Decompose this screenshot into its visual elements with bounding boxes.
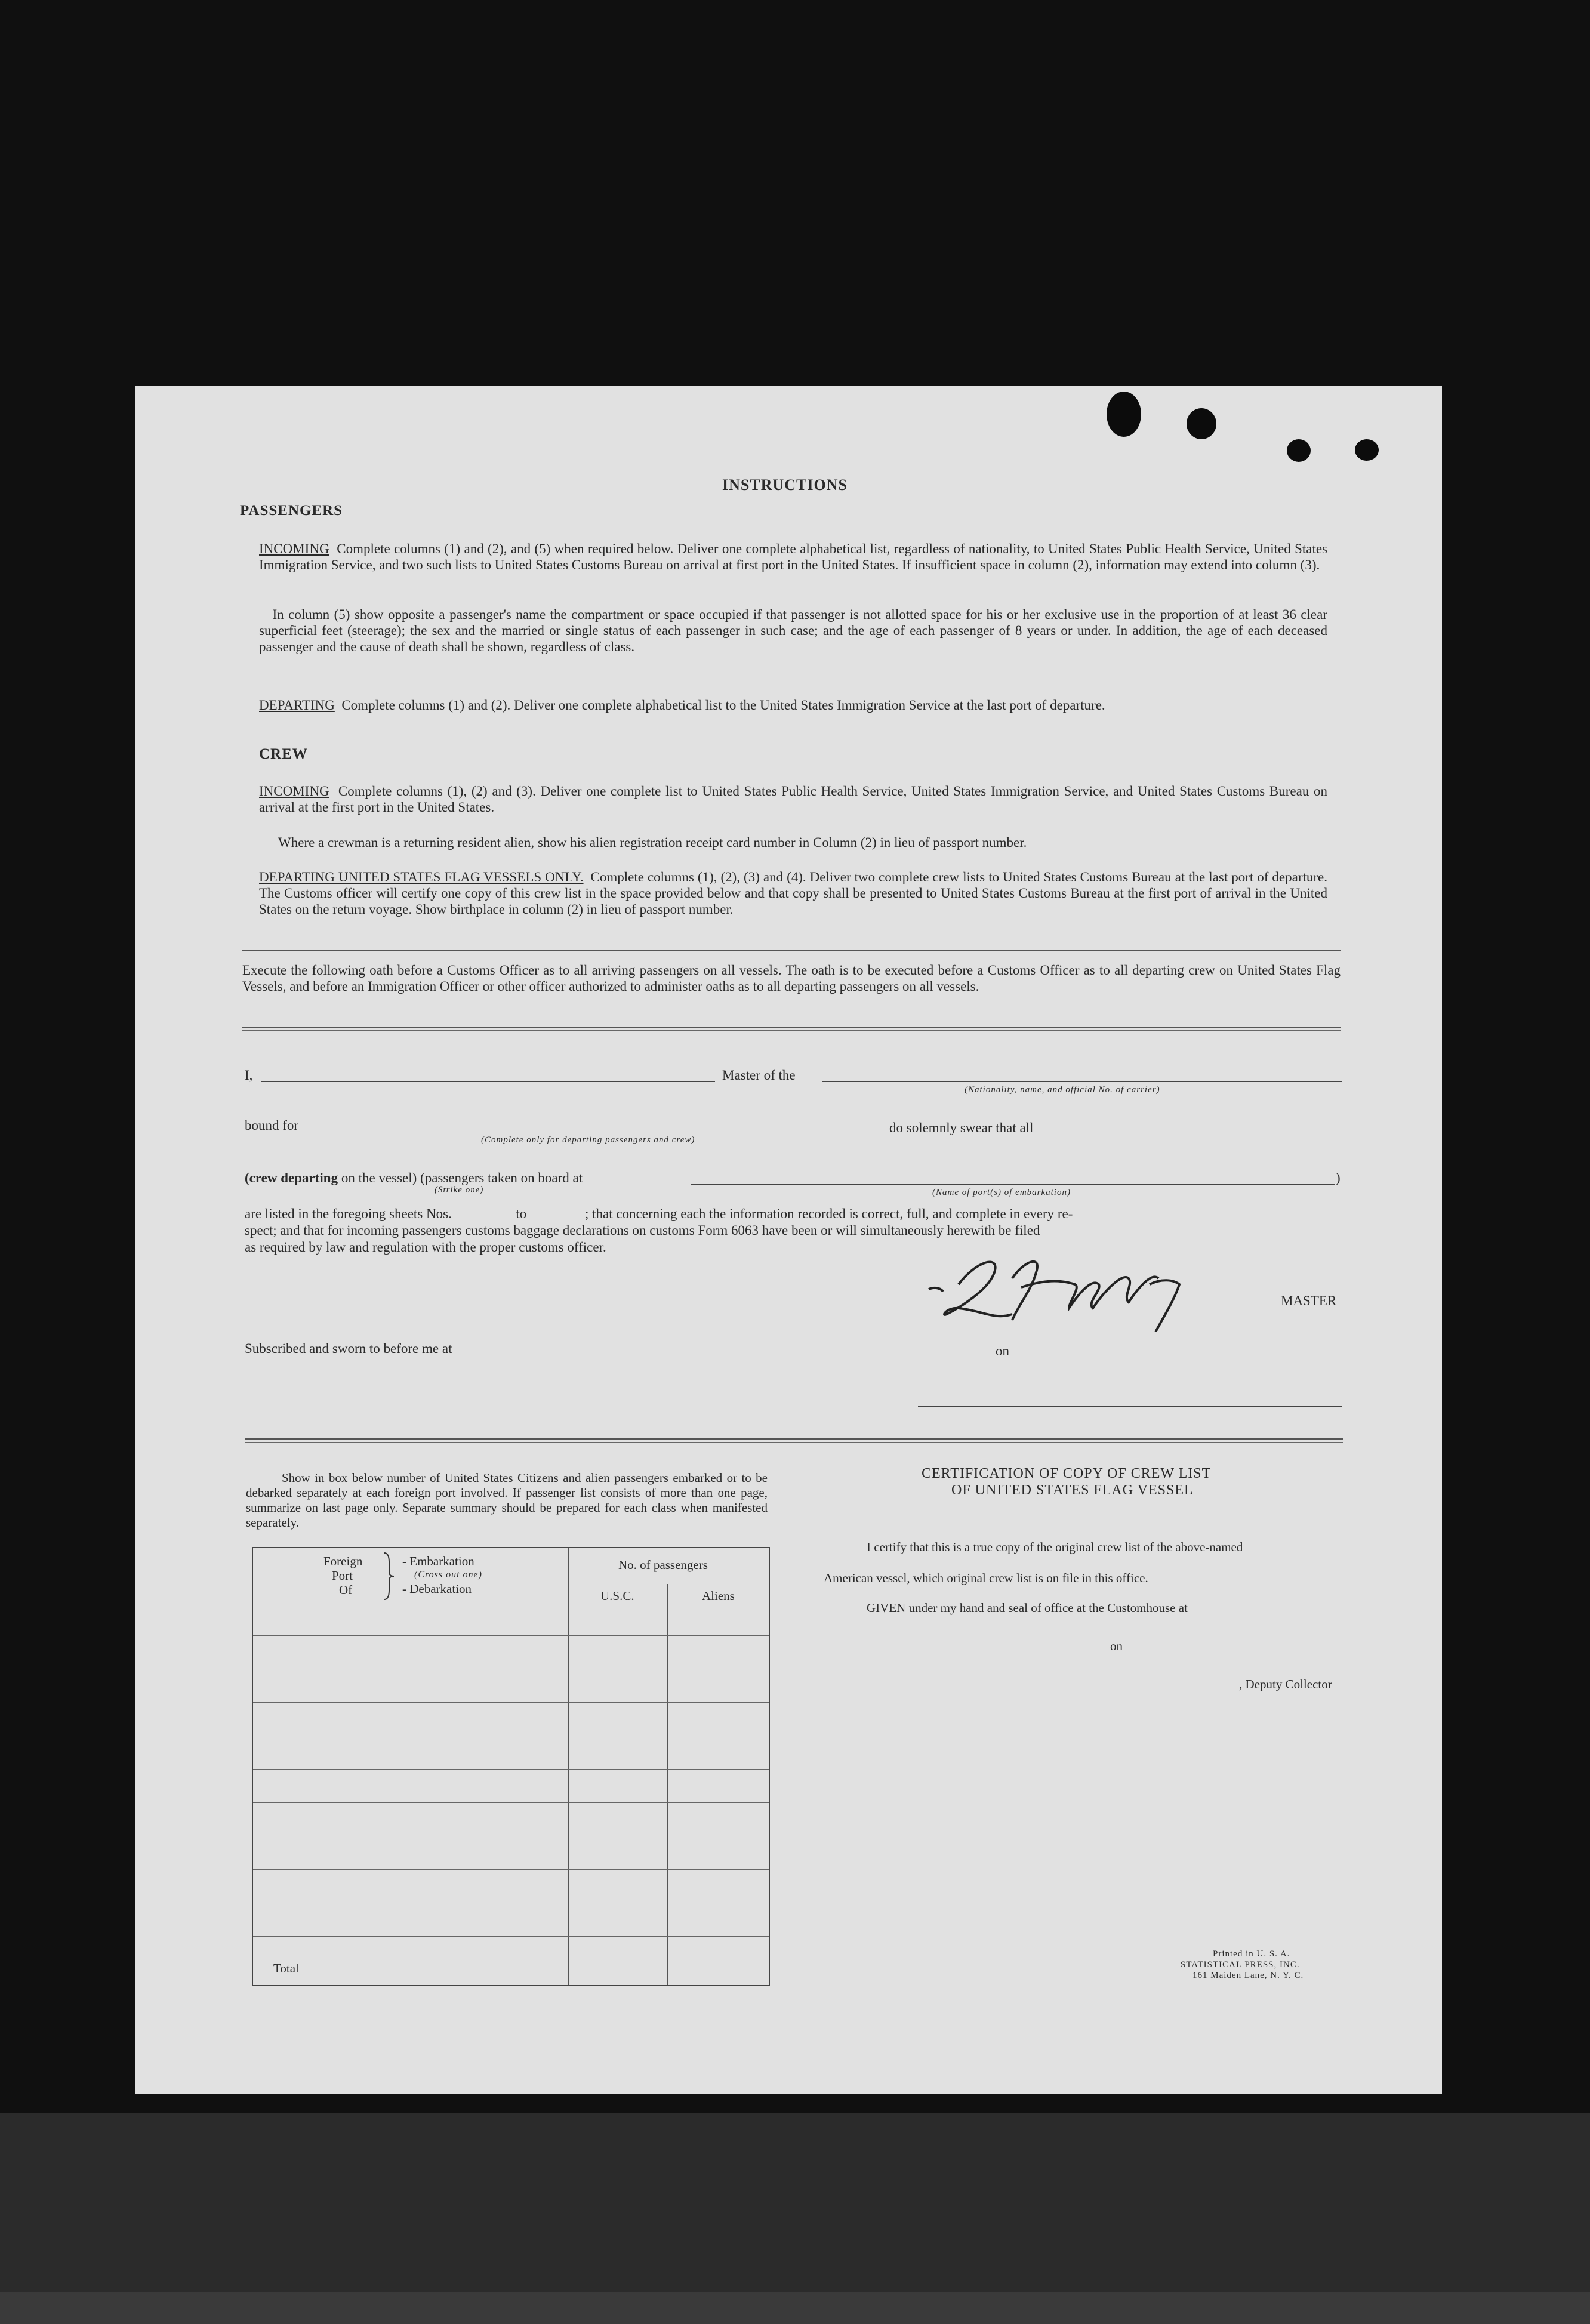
departing-text: Complete columns (1) and (2). Deliver one complete alphabetical list to the United States Immigration Service at the last port of departure. (341, 698, 1105, 713)
instructions-title: INSTRUCTIONS (722, 476, 848, 494)
certification-text-3: GIVEN under my hand and seal of office at the Customhouse at (867, 1601, 1188, 1615)
punch-hole (1187, 408, 1216, 439)
punch-hole (1107, 392, 1141, 437)
crewman-text: Where a crewman is a returning resident alien, show his alien registration receipt card number in Column (2) in lieu of passport number. (278, 835, 1027, 850)
crewman-note (278, 834, 1329, 850)
master-of-label: Master of the (722, 1068, 796, 1083)
document-sheet (135, 386, 1442, 2094)
solemnly-text: do solemnly swear that all (889, 1120, 1034, 1135)
listed-rest-text: ; that concerning each the information recorded is correct, full, and complete in every re- (584, 1206, 1073, 1221)
master-label: MASTER (1281, 1293, 1337, 1308)
vessel-field[interactable] (822, 1081, 1342, 1082)
table-row-divider (253, 1802, 769, 1803)
on-vessel-text: on the vessel) (341, 1170, 417, 1185)
certification-on-label: on (1110, 1639, 1123, 1653)
passenger-summary-table (252, 1547, 770, 1986)
punch-hole (1287, 439, 1311, 462)
subscribed-on-label: on (996, 1343, 1009, 1358)
table-row-divider (253, 1635, 769, 1636)
aliens-header: Aliens (702, 1589, 735, 1603)
certification-title-2: OF UNITED STATES FLAG VESSEL (951, 1482, 1194, 1498)
embarkation-port-field[interactable] (691, 1184, 1335, 1185)
divider (245, 1438, 1343, 1440)
strike-caption: (Strike one) (435, 1185, 484, 1195)
embarkation-label: - Embarkation (402, 1554, 474, 1568)
divider (242, 950, 1341, 951)
official-signature-field[interactable] (918, 1406, 1342, 1407)
divider (242, 1027, 1341, 1028)
flag-label: DEPARTING UNITED STATES FLAG VESSELS ONLY. (259, 870, 584, 884)
oath-i-label: I, (245, 1068, 253, 1083)
foreign-label: Foreign (323, 1554, 363, 1568)
summary-note: Show in box below number of United States Citizens and alien passengers embarked or to be debarked separately at each foreign port involved. If passenger list consists of more than one page, summarize on last page only. Separate summary should be prepared for each class when manifested separately. (246, 1471, 768, 1530)
flag-text: Complete columns (1), (2), (3) and (4). Deliver two complete crew lists to United States Customs Bureau at the last port of departure. The Customs officer will certify one copy of this crew list in the space provided below and that copy shall be presented to United States Customs Bureau at the first port of arrival in the United States on the return voyage. Show birthplace in column (2) in lieu of passport number. (259, 870, 1328, 917)
spect-line: spect; and that for incoming passengers customs baggage declarations on customs Form 6063 have been or will simultaneously herewith be filed (245, 1223, 1040, 1238)
background-band-lower (0, 2292, 1590, 2324)
usc-header: U.S.C. (600, 1589, 634, 1603)
table-row-divider (253, 1702, 769, 1703)
incoming-label: INCOMING (259, 541, 329, 556)
divider (242, 1030, 1341, 1031)
table-row-divider (253, 1936, 769, 1937)
printer-line-1: Printed in U. S. A. (1213, 1949, 1290, 1959)
port-caption: (Name of port(s) of embarkation) (932, 1188, 1071, 1197)
flag-vessels (259, 869, 1327, 917)
debarkation-label: - Debarkation (402, 1582, 472, 1596)
incoming-text: Complete columns (1) and (2), and (5) when required below. Deliver one complete alphabetical list, regardless of nationality, to United States Public Health Service, United States Immigration Service, and two such lists to United States Customs Bureau on arrival at first port in the United States. If insufficient space in column (2), information may extend into column (3). (259, 541, 1328, 572)
total-label: Total (273, 1961, 299, 1975)
brace-icon (383, 1552, 395, 1601)
printer-line-2: STATISTICAL PRESS, INC. (1181, 1960, 1300, 1969)
close-paren: ) (1336, 1170, 1341, 1185)
of-label: Of (339, 1583, 353, 1597)
bound-for-label: bound for (245, 1118, 299, 1133)
passengers-heading: PASSENGERS (240, 503, 343, 519)
deputy-collector-label: , Deputy Collector (1239, 1677, 1332, 1691)
divider (245, 1442, 1343, 1443)
listed-line (245, 1206, 1343, 1222)
column-5-instructions (259, 606, 1327, 655)
crew-passengers-line (245, 1170, 583, 1186)
column-5-text: In column (5) show opposite a passenger's name the compartment or space occupied if that passenger is not allotted space for his or her exclusive use in the proportion of at least 36 clear superficial feet (steerage); the sex and the married or single status of each passenger in such case; and the age of each passenger of 8 years or under. In addition, the age of each deceased passenger and the cause of death shall be shown, regardless of class. (259, 607, 1328, 654)
departing-label: DEPARTING (259, 698, 335, 713)
subscribed-label: Subscribed and sworn to before me at (245, 1341, 452, 1356)
printer-line-3: 161 Maiden Lane, N. Y. C. (1192, 1971, 1304, 1980)
table-row-divider (253, 1869, 769, 1870)
listed-text: are listed in the foregoing sheets Nos. (245, 1206, 452, 1221)
passengers-incoming (259, 541, 1327, 573)
nationality-caption: (Nationality, name, and official No. of carrier) (965, 1085, 1160, 1095)
no-passengers-header: No. of passengers (618, 1558, 708, 1572)
name-field[interactable] (261, 1081, 715, 1082)
column-divider (667, 1584, 668, 1985)
passengers-taken-text: (passengers taken on board at (420, 1170, 583, 1185)
table-row-divider (253, 1769, 769, 1770)
cross-out-caption: (Cross out one) (414, 1570, 482, 1580)
certification-text-2: American vessel, which original crew list is on file in this office. (824, 1571, 1148, 1585)
crew-incoming-label: INCOMING (259, 784, 329, 799)
required-line: as required by law and regulation with the proper customs officer. (245, 1240, 606, 1255)
port-label: Port (332, 1568, 353, 1583)
punch-hole (1355, 439, 1379, 461)
certification-text-1: I certify that this is a true copy of the original crew list of the above-named (867, 1540, 1243, 1554)
oath-intro: Execute the following oath before a Customs Officer as to all arriving passengers on all vessels. The oath is to be executed before a Customs Officer as to all departing crew on United States Flag Vessels, and before an Immigration Officer or other officer authorized to administer oaths as to all departing passengers on all vessels. (242, 963, 1341, 994)
crew-heading: CREW (259, 746, 308, 762)
master-signature (911, 1243, 1221, 1332)
passengers-departing (259, 697, 1327, 713)
complete-caption: (Complete only for departing passengers and crew) (481, 1135, 695, 1145)
crew-departing-text: (crew departing (245, 1170, 338, 1185)
certification-title-1: CERTIFICATION OF COPY OF CREW LIST (922, 1466, 1212, 1481)
crew-incoming-text: Complete columns (1), (2) and (3). Deliver one complete list to United States Public Health Service, United States Immigration Service, and United States Customs Bureau on arrival at the first port in the United States. (259, 784, 1328, 815)
crew-incoming (259, 783, 1327, 815)
to-text: to (516, 1206, 527, 1221)
column-divider (568, 1548, 569, 1985)
